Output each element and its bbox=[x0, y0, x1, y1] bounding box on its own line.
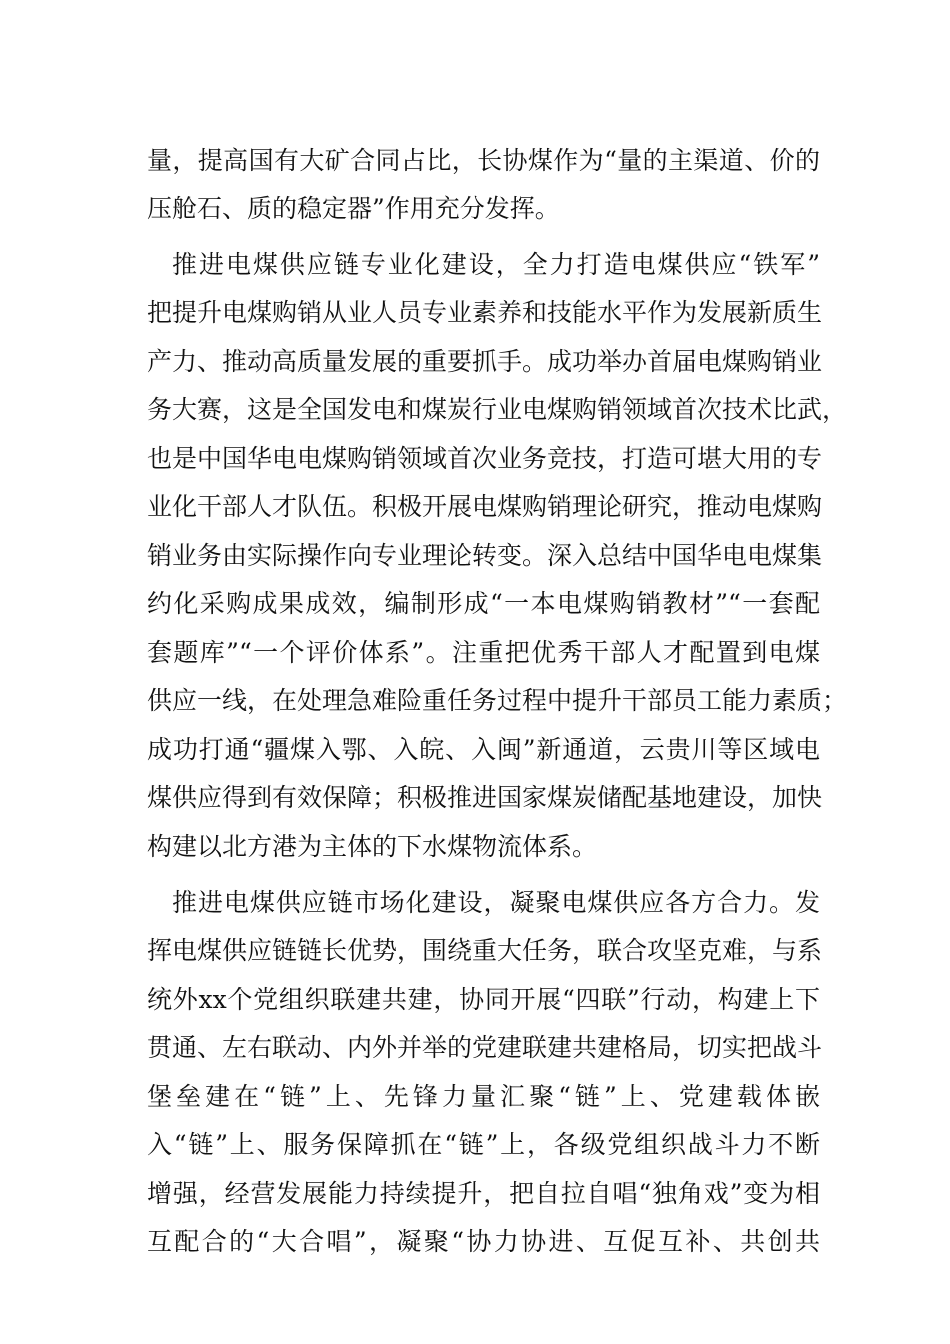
text-line: 构建以北方港为主体的下水煤物流体系。 bbox=[147, 832, 598, 861]
text-line: 套题库”“一个评价体系”。注重把优秀干部人才配置到电煤 bbox=[147, 638, 820, 667]
text-line: 量，提高国有大矿合同占比，长协煤作为“量的主渠道、价的 bbox=[147, 146, 820, 175]
text-line: 压舱石、质的稳定器”作用充分发挥。 bbox=[147, 194, 560, 223]
text-line: 也是中国华电电煤购销领域首次业务竞技，打造可堪大用的专 bbox=[147, 444, 823, 473]
text-line: 约化采购成果成效，编制形成“一本电煤购销教材”“一套配 bbox=[147, 589, 820, 618]
text-line: 贯通、左右联动、内外并举的党建联建共建格局，切实把战斗 bbox=[147, 1033, 823, 1062]
text-line: 产力、推动高质量发展的重要抓手。成功举办首届电煤购销业 bbox=[147, 347, 823, 376]
text-line: 供应一线，在处理急难险重任务过程中提升干部员工能力素质； bbox=[147, 686, 848, 715]
text-line: 推进电煤供应链市场化建设，凝聚电煤供应各方合力。发 bbox=[172, 888, 820, 917]
text-line: 统外xx个党组织联建共建，协同开展“四联”行动，构建上下 bbox=[147, 985, 820, 1014]
text-line: 互配合的“大合唱”，凝聚“协力协进、互促互补、共创共 bbox=[147, 1227, 820, 1256]
text-line: 挥电煤供应链链长优势，围绕重大任务，联合攻坚克难，与系 bbox=[147, 936, 823, 965]
text-line: 把提升电煤购销从业人员专业素养和技能水平作为发展新质生 bbox=[147, 298, 823, 327]
text-line: 销业务由实际操作向专业理论转变。深入总结中国华电电煤集 bbox=[147, 541, 823, 570]
text-line: 推进电煤供应链专业化建设，全力打造电煤供应“铁军” bbox=[172, 250, 820, 279]
text-line: 堡垒建在“链”上、先锋力量汇聚“链”上、党建载体嵌 bbox=[147, 1082, 820, 1111]
text-line: 增强，经营发展能力持续提升，把自拉自唱“独角戏”变为相 bbox=[147, 1179, 820, 1208]
text-line: 成功打通“疆煤入鄂、入皖、入闽”新通道，云贵川等区域电 bbox=[147, 735, 820, 764]
text-line: 入“链”上、服务保障抓在“链”上，各级党组织战斗力不断 bbox=[147, 1130, 820, 1159]
text-line: 务大赛，这是全国发电和煤炭行业电煤购销领域首次技术比武， bbox=[147, 395, 848, 424]
text-line: 煤供应得到有效保障；积极推进国家煤炭储配基地建设，加快 bbox=[147, 783, 823, 812]
text-line: 业化干部人才队伍。积极开展电煤购销理论研究，推动电煤购 bbox=[147, 492, 823, 521]
